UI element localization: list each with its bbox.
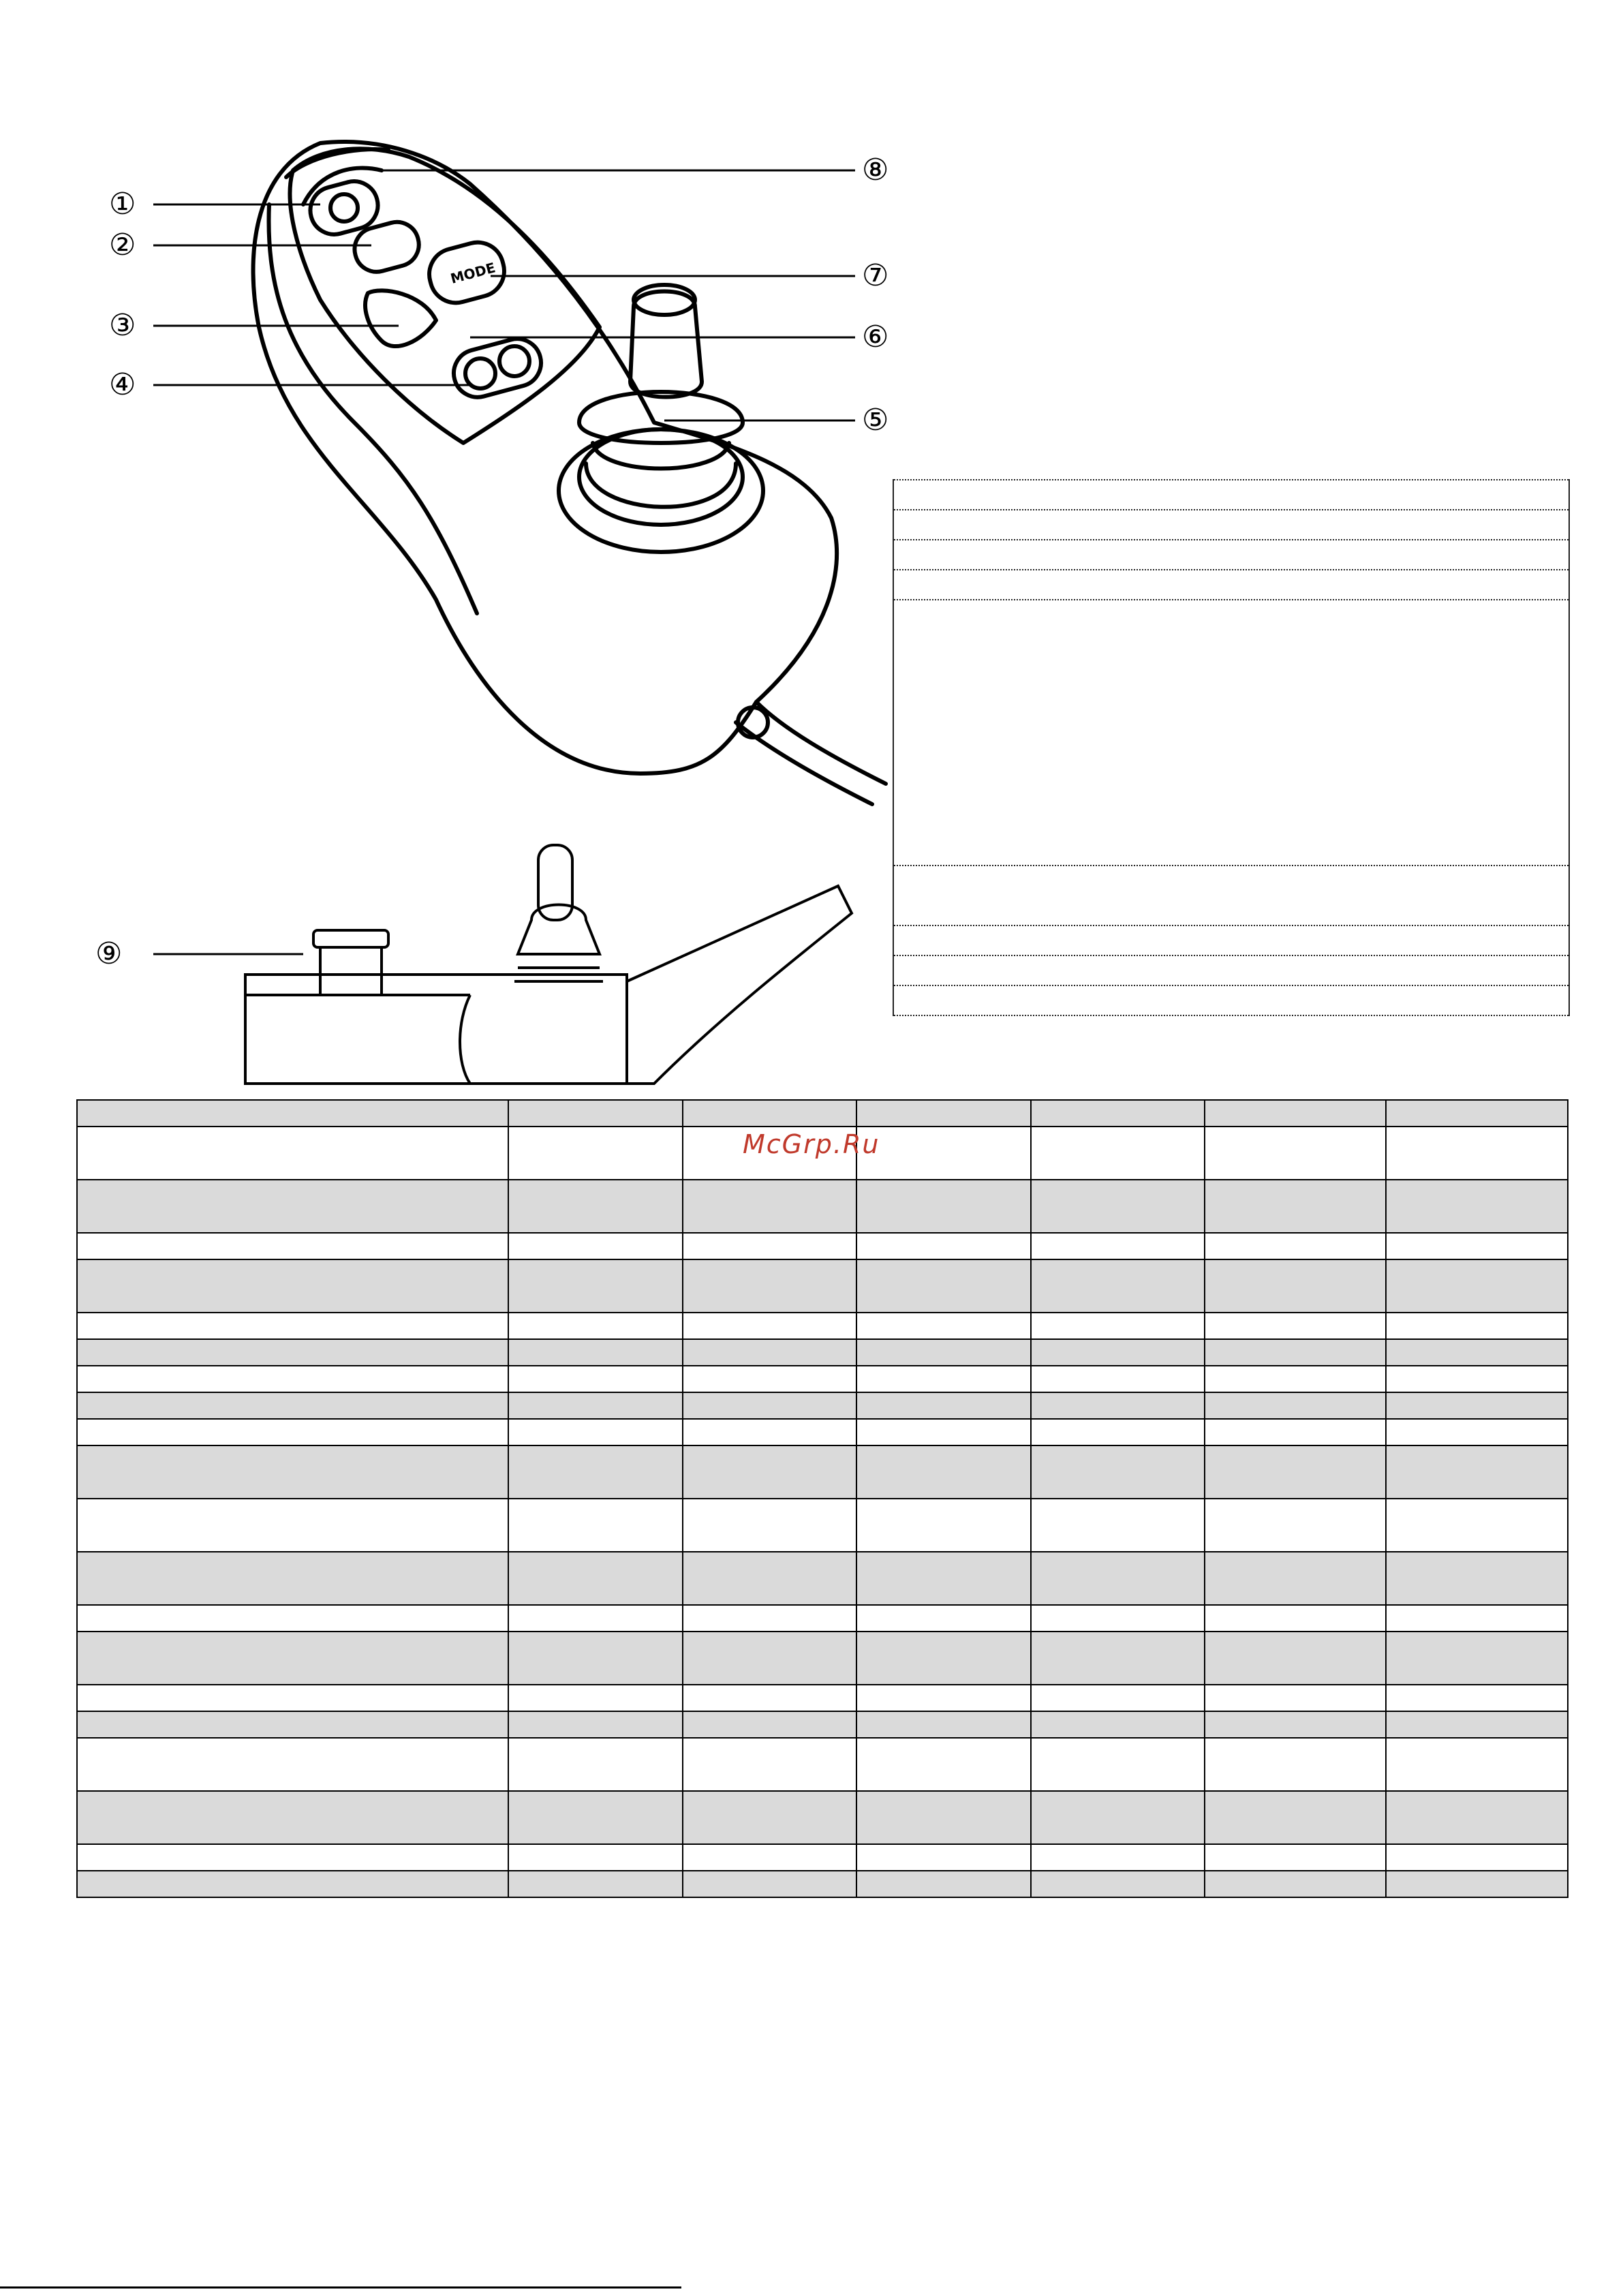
spec-table-cell [77,1871,508,1897]
spec-table-cell [508,1366,682,1392]
spec-table-cell [508,1445,682,1499]
legend-table-row [893,600,1569,866]
spec-table-cell [508,1738,682,1791]
spec-table-cell [508,1499,682,1552]
spec-table-cell [77,1685,508,1711]
callout-2: ② [109,228,136,262]
spec-table-cell [1031,1738,1205,1791]
spec-table-cell [77,1233,508,1259]
spec-table-cell [508,1259,682,1313]
spec-table-cell [1205,1499,1386,1552]
spec-table-row [77,1844,1568,1871]
legend-table-row [893,480,1569,510]
spec-table-cell [1386,1552,1568,1605]
legend-table-row [893,985,1569,1015]
spec-table-cell [77,1844,508,1871]
spec-table-cell [856,1180,1030,1233]
spec-table-row [77,1233,1568,1259]
spec-table-row [77,1100,1568,1127]
spec-table-cell [1031,1100,1205,1127]
spec-table-cell [1205,1871,1386,1897]
spec-table-cell [508,1605,682,1632]
spec-table-cell [508,1392,682,1419]
spec-table-cell [683,1392,856,1419]
spec-table-cell [1386,1499,1568,1552]
spec-table-cell [683,1366,856,1392]
spec-table-cell [508,1180,682,1233]
legend-table-cell [893,866,1569,925]
callout-6: ⑥ [862,320,889,354]
spec-table-cell [77,1552,508,1605]
spec-table-cell [856,1738,1030,1791]
spec-table-cell [77,1605,508,1632]
spec-table-row [77,1738,1568,1791]
joystick-controller-illustration [0,0,899,1104]
spec-table-cell [1205,1445,1386,1499]
spec-table-cell [683,1871,856,1897]
spec-table-cell [856,1711,1030,1738]
spec-table-cell [856,1127,1030,1180]
spec-table-row [77,1499,1568,1552]
spec-table-cell [508,1632,682,1685]
spec-table-cell [508,1871,682,1897]
spec-table-cell [77,1100,508,1127]
joystick-base [559,429,763,552]
spec-table-cell [1031,1844,1205,1871]
spec-table-cell [856,1100,1030,1127]
spec-table-cell [1386,1100,1568,1127]
legend-table [893,479,1570,1016]
spec-table-cell [1031,1233,1205,1259]
spec-table-cell [1205,1791,1386,1844]
spec-table-cell [508,1313,682,1339]
spec-table-cell [508,1685,682,1711]
spec-table-row [77,1605,1568,1632]
spec-table-cell [77,1419,508,1445]
spec-table-cell [683,1632,856,1685]
spec-table-row [77,1392,1568,1419]
spec-table-cell [683,1738,856,1791]
spec-table-cell [1386,1632,1568,1685]
spec-table-cell [683,1552,856,1605]
spec-table-cell [856,1499,1030,1552]
spec-table-row [77,1313,1568,1339]
spec-table-cell [1386,1738,1568,1791]
callout-4: ④ [109,367,136,402]
spec-table-cell [1205,1605,1386,1632]
spec-table-cell [508,1711,682,1738]
callout-1: ① [109,187,136,221]
controller-cable [756,702,886,784]
legend-table-cell [893,600,1569,866]
spec-table-cell [77,1392,508,1419]
spec-table-row [77,1180,1568,1233]
spec-table-cell [1205,1632,1386,1685]
spec-table-cell [1031,1259,1205,1313]
spec-table-cell [683,1499,856,1552]
spec-table-cell [1031,1711,1205,1738]
spec-table-cell [1386,1233,1568,1259]
spec-table-row [77,1552,1568,1605]
spec-table-cell [1205,1392,1386,1419]
callout-8: ⑧ [862,153,889,187]
spec-table-row [77,1259,1568,1313]
spec-table-cell [1205,1685,1386,1711]
spec-table-cell [683,1711,856,1738]
spec-table-cell [683,1419,856,1445]
spec-table-cell [683,1685,856,1711]
legend-table-row [893,510,1569,540]
spec-table-cell [77,1313,508,1339]
spec-table-cell [1205,1259,1386,1313]
spec-table-cell [1386,1711,1568,1738]
spec-table-cell [1386,1685,1568,1711]
spec-table-row [77,1632,1568,1685]
spec-table-cell [1386,1844,1568,1871]
callout-9: ⑨ [95,936,123,971]
spec-table-cell [1031,1632,1205,1685]
spec-table-cell [1386,1392,1568,1419]
spec-table-cell [1031,1313,1205,1339]
legend-table-cell [893,955,1569,985]
spec-table-cell [1205,1366,1386,1392]
spec-table-cell [856,1419,1030,1445]
spec-table-cell [856,1366,1030,1392]
spec-table-cell [1205,1738,1386,1791]
spec-table-cell [1031,1180,1205,1233]
spec-table-cell [77,1339,508,1366]
legend-table-cell [893,480,1569,510]
spec-table-row [77,1711,1568,1738]
spec-table-cell [1386,1313,1568,1339]
spec-table-cell [508,1339,682,1366]
spec-table-cell [856,1233,1030,1259]
spec-table-cell [683,1605,856,1632]
spec-table-cell [1205,1127,1386,1180]
spec-table-cell [856,1392,1030,1419]
legend-table-row [893,955,1569,985]
spec-table-cell [77,1366,508,1392]
legend-table-cell [893,510,1569,540]
spec-table-cell [856,1605,1030,1632]
spec-table-cell [683,1180,856,1233]
legend-table-row [893,866,1569,925]
spec-table-cell [1031,1871,1205,1897]
spec-table-cell [508,1791,682,1844]
spec-table-cell [1386,1180,1568,1233]
spec-table-cell [856,1871,1030,1897]
spec-table-cell [1031,1127,1205,1180]
specification-table [76,1099,1568,1898]
spec-table-cell [856,1313,1030,1339]
spec-table-row [77,1366,1568,1392]
spec-table-cell [856,1445,1030,1499]
spec-table-cell [1205,1313,1386,1339]
spec-table-cell [1386,1419,1568,1445]
legend-table-row [893,925,1569,955]
spec-table-cell [1386,1127,1568,1180]
spec-table-cell [77,1711,508,1738]
spec-table-cell [1031,1791,1205,1844]
spec-table-cell [1205,1339,1386,1366]
spec-table-cell [508,1233,682,1259]
spec-table-row [77,1685,1568,1711]
page-bottom-rule [0,2286,681,2289]
spec-table-cell [856,1844,1030,1871]
spec-table-cell [1031,1552,1205,1605]
mode-button-label: MODE [448,259,497,287]
spec-table-cell [1031,1366,1205,1392]
spec-table-cell [1386,1339,1568,1366]
spec-table-cell [1031,1445,1205,1499]
spec-table-cell [683,1100,856,1127]
controller-side-view [245,845,852,1084]
legend-table-row [893,570,1569,600]
legend-table-cell [893,925,1569,955]
spec-table-cell [1031,1605,1205,1632]
spec-table-cell [1205,1844,1386,1871]
spec-table-cell [1205,1180,1386,1233]
spec-table-cell [1205,1552,1386,1605]
spec-table-cell [856,1632,1030,1685]
spec-table-cell [1386,1445,1568,1499]
spec-table-row [77,1445,1568,1499]
spec-table-cell [77,1259,508,1313]
spec-table-cell [508,1127,682,1180]
spec-table-cell [1205,1711,1386,1738]
callout-3: ③ [109,308,136,343]
spec-table-cell [1386,1871,1568,1897]
spec-table-row [77,1339,1568,1366]
speed-button [448,333,546,402]
spec-table-cell [1205,1419,1386,1445]
spec-table-cell [1205,1233,1386,1259]
spec-table-cell [683,1233,856,1259]
spec-table-cell [508,1419,682,1445]
legend-table-row [893,540,1569,570]
spec-table-cell [1386,1259,1568,1313]
spec-table-cell [77,1632,508,1685]
spec-table-cell [856,1791,1030,1844]
callout-5: ⑤ [862,403,889,438]
spec-table-cell [508,1552,682,1605]
spec-table-cell [856,1259,1030,1313]
spec-table-cell [856,1339,1030,1366]
spec-table-cell [683,1313,856,1339]
spec-table-cell [1031,1419,1205,1445]
spec-table-cell [1386,1791,1568,1844]
spec-table-row [77,1419,1568,1445]
keypad-panel [290,149,600,443]
spec-table-row [77,1871,1568,1897]
spec-table-cell [683,1445,856,1499]
spec-table-cell [1386,1366,1568,1392]
spec-table-cell [508,1100,682,1127]
spec-table-row [77,1791,1568,1844]
watermark: McGrp.Ru [743,1129,880,1159]
spec-table-cell [683,1791,856,1844]
spec-table-cell [856,1552,1030,1605]
spec-table-cell [77,1499,508,1552]
spec-table-cell [683,1259,856,1313]
spec-table-cell [77,1445,508,1499]
spec-table-cell [77,1180,508,1233]
spec-table-cell [77,1791,508,1844]
spec-table-cell [1031,1685,1205,1711]
spec-table-cell [1031,1392,1205,1419]
spec-table-cell [683,1339,856,1366]
legend-table-cell [893,540,1569,570]
spec-table-cell [1031,1339,1205,1366]
spec-table-cell [508,1844,682,1871]
spec-table-cell [77,1738,508,1791]
spec-table-cell [683,1844,856,1871]
spec-table-cell [1205,1100,1386,1127]
spec-table-cell [1386,1605,1568,1632]
legend-table-cell [893,985,1569,1015]
spec-table-cell [77,1127,508,1180]
callout-7: ⑦ [862,258,889,293]
spec-table-cell [856,1685,1030,1711]
spec-table-cell [1031,1499,1205,1552]
legend-table-cell [893,570,1569,600]
